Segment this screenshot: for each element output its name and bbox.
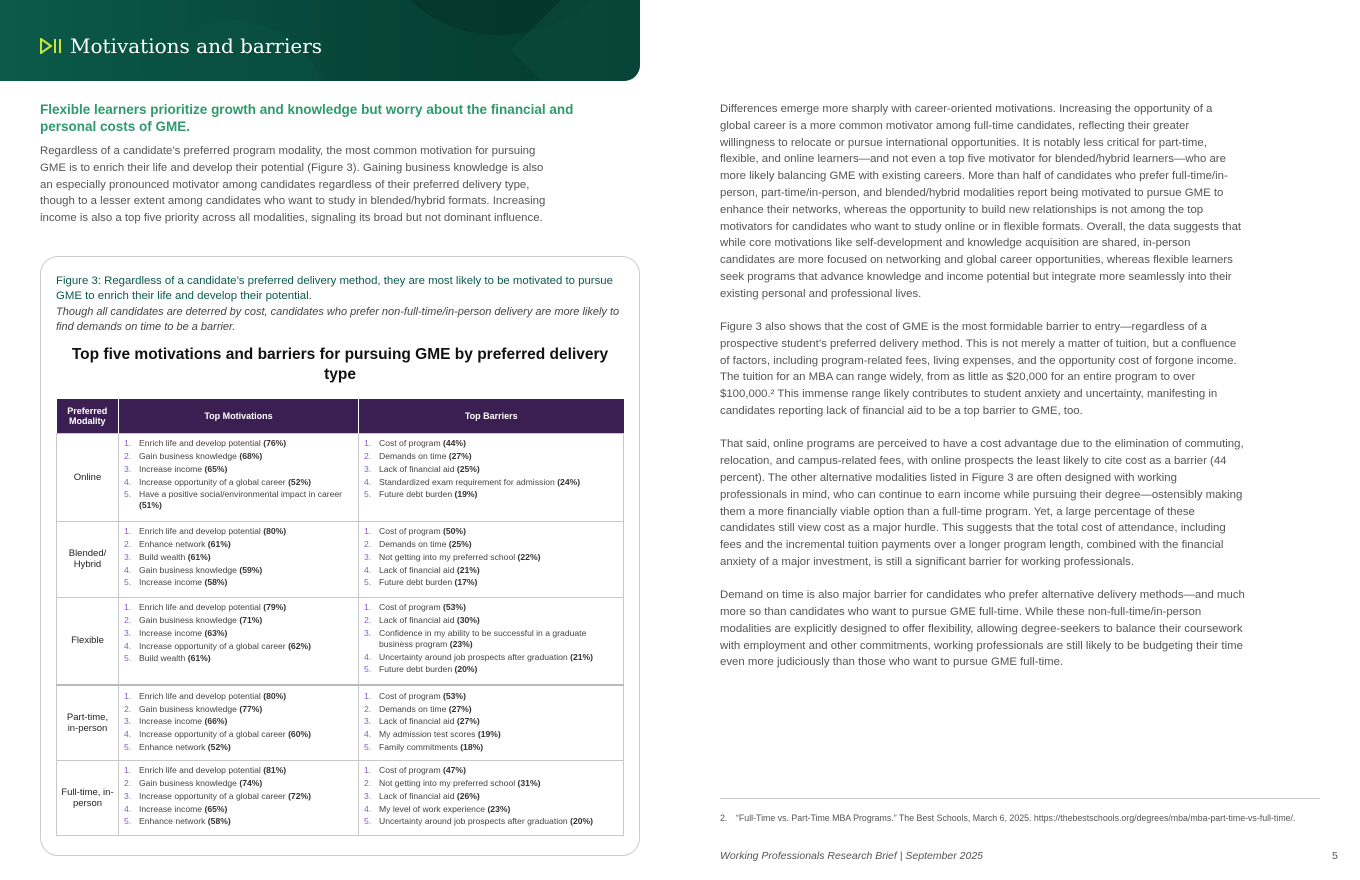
list-item bbox=[363, 716, 619, 727]
list-item bbox=[123, 729, 354, 740]
list-item bbox=[123, 526, 354, 537]
item-percent: (53%) bbox=[443, 690, 466, 701]
list-item bbox=[363, 464, 619, 475]
item-body bbox=[139, 778, 262, 789]
item-body bbox=[139, 577, 227, 588]
motivations-cell bbox=[119, 521, 359, 597]
item-text: Cost of program bbox=[379, 602, 441, 613]
item-body bbox=[379, 704, 472, 715]
item-body bbox=[139, 615, 262, 626]
body-paragraph: Figure 3 also shows that the cost of GME is the most formidable barrier to entry—regardless of a prospective student’s preferred delivery method. This is not merely a matter of tuition, but a confluence of factors, including program-related fees, living expenses, and the opportunity cost of forgone income. The tuition for an MBA can range widely, from as little as $20,000 for an entire program to over $100,000.² This immense range likely contributes to student anxiety and uncertainty, manifesting in candidates reporting lack of financial aid to be a top barrier to GME, too. bbox=[720, 321, 1237, 418]
item-percent: (81%) bbox=[263, 765, 287, 776]
list-item bbox=[363, 602, 619, 613]
item-number: 5. bbox=[364, 816, 372, 827]
item-percent: (58%) bbox=[204, 577, 228, 588]
item-number: 2. bbox=[364, 615, 372, 626]
item-percent: (51%) bbox=[139, 500, 162, 511]
item-number: 1. bbox=[364, 602, 372, 613]
list-item bbox=[123, 716, 354, 727]
item-text: Future debt burden bbox=[379, 489, 453, 500]
item-body bbox=[139, 765, 286, 776]
item-text: Increase opportunity of a global career bbox=[139, 476, 286, 487]
section-title bbox=[40, 34, 322, 58]
item-body bbox=[379, 565, 480, 576]
item-body bbox=[379, 778, 540, 789]
barriers-cell bbox=[359, 760, 624, 835]
item-number: 2. bbox=[124, 703, 132, 714]
item-text: Lack of financial aid bbox=[379, 463, 455, 474]
barriers-cell bbox=[359, 597, 624, 685]
item-number: 5. bbox=[124, 577, 132, 588]
item-number: 4. bbox=[124, 476, 132, 487]
list-item bbox=[363, 526, 619, 537]
item-percent: (27%) bbox=[448, 451, 472, 462]
list-item bbox=[363, 652, 619, 663]
table-title: Top five motivations and barriers for pursuing GME by preferred delivery type bbox=[71, 346, 609, 383]
list-item bbox=[123, 742, 354, 753]
item-percent: (27%) bbox=[456, 716, 480, 727]
item-body bbox=[139, 477, 311, 488]
list-item bbox=[123, 778, 354, 789]
item-percent: (27%) bbox=[448, 703, 472, 714]
item-percent: (20%) bbox=[454, 664, 478, 675]
list-item bbox=[363, 729, 619, 740]
list-item bbox=[123, 477, 354, 488]
item-percent: (79%) bbox=[263, 602, 287, 613]
footnote-divider bbox=[720, 798, 1320, 799]
item-text: Confidence in my ability to be successful in a graduate business program bbox=[379, 627, 587, 649]
item-percent: (76%) bbox=[263, 438, 287, 449]
list-item bbox=[123, 489, 354, 511]
item-text: Cost of program bbox=[379, 438, 441, 449]
item-body bbox=[379, 729, 501, 740]
item-percent: (23%) bbox=[449, 638, 473, 649]
item-number: 3. bbox=[124, 551, 132, 562]
item-body bbox=[379, 615, 480, 626]
item-number: 1. bbox=[364, 690, 372, 701]
item-number: 4. bbox=[364, 803, 372, 814]
list-item bbox=[123, 438, 354, 449]
item-number: 4. bbox=[124, 803, 132, 814]
list-item bbox=[363, 742, 619, 753]
item-number: 1. bbox=[124, 690, 132, 701]
item-text: Increase opportunity of a global career bbox=[139, 640, 286, 651]
item-percent: (59%) bbox=[239, 564, 263, 575]
item-text: Demands on time bbox=[379, 703, 447, 714]
item-text: My admission test scores bbox=[379, 729, 476, 740]
item-body bbox=[139, 526, 286, 537]
item-percent: (61%) bbox=[187, 551, 211, 562]
item-number: 2. bbox=[364, 778, 372, 789]
item-body bbox=[139, 653, 211, 664]
item-body bbox=[139, 438, 286, 449]
item-number: 4. bbox=[124, 640, 132, 651]
item-percent: (23%) bbox=[487, 803, 511, 814]
item-body bbox=[379, 742, 483, 753]
item-text: Increase income bbox=[139, 463, 203, 474]
column-header: Top Motivations bbox=[119, 399, 359, 433]
item-text: Enrich life and develop potential bbox=[139, 526, 261, 537]
item-percent: (66%) bbox=[204, 716, 228, 727]
list-item bbox=[363, 552, 619, 563]
item-number: 5. bbox=[364, 741, 372, 752]
list-item bbox=[123, 641, 354, 652]
item-body bbox=[379, 602, 466, 613]
item-body bbox=[139, 628, 227, 639]
item-text: Cost of program bbox=[379, 526, 441, 537]
motivations-cell bbox=[119, 597, 359, 685]
item-text: Enrich life and develop potential bbox=[139, 765, 261, 776]
item-body bbox=[379, 652, 593, 663]
list-item bbox=[363, 615, 619, 626]
item-percent: (21%) bbox=[456, 564, 480, 575]
list-item bbox=[363, 489, 619, 500]
item-text: Build wealth bbox=[139, 551, 186, 562]
list-item bbox=[363, 691, 619, 702]
item-text: Enhance network bbox=[139, 741, 206, 752]
item-number: 1. bbox=[124, 438, 132, 449]
item-percent: (77%) bbox=[239, 703, 263, 714]
list-item bbox=[363, 704, 619, 715]
item-number: 5. bbox=[124, 816, 132, 827]
item-number: 2. bbox=[124, 539, 132, 550]
item-percent: (72%) bbox=[288, 790, 311, 801]
item-number: 5. bbox=[124, 653, 132, 664]
motivations-barriers-table bbox=[56, 399, 624, 836]
item-body bbox=[139, 729, 311, 740]
item-text: Enrich life and develop potential bbox=[139, 602, 261, 613]
item-text: Demands on time bbox=[379, 451, 447, 462]
list-item bbox=[363, 765, 619, 776]
item-text: Future debt burden bbox=[379, 577, 453, 588]
item-number: 1. bbox=[364, 526, 372, 537]
item-percent: (62%) bbox=[288, 640, 311, 651]
section-title-text: Motivations and barriers bbox=[70, 34, 323, 58]
item-number: 4. bbox=[364, 564, 372, 575]
item-number: 2. bbox=[124, 615, 132, 626]
table-row bbox=[57, 521, 624, 597]
item-number: 3. bbox=[364, 463, 372, 474]
item-body bbox=[379, 489, 477, 500]
item-number: 2. bbox=[364, 539, 372, 550]
list-item bbox=[123, 602, 354, 613]
item-percent: (31%) bbox=[517, 778, 541, 789]
item-body bbox=[139, 565, 262, 576]
item-text: Have a positive social/environmental impact in career bbox=[139, 489, 343, 500]
item-percent: (47%) bbox=[443, 765, 466, 776]
list-item bbox=[363, 778, 619, 789]
body-paragraph: Differences emerge more sharply with career-oriented motivations. Increasing the opportunity of a global career is a more common motivator among full-time candidates, reflecting their greater willingness to relocate or pursue international opportunities. It is notably less critical for part-time, flexible, and online learners—and not even a top five motivator for blended/hybrid learners—who are more likely balancing GME with existing careers. More than half of candidates who prefer full-time/in-person, part-time/in-person, and blended/hybrid modalities report being motivated to pursue GME to enhance their networks, whereas the opportunity to build new relationships is not among the top motivators for candidates who want to study online or in flexible formats. Overall, the data suggests that while core motivations like self-development and knowledge acquisition are shared, in-person candidates are more focused on networking and global career opportunities, whereas flexible learners seek programs that advance knowledge and income potential but integrate more seamlessly into their existing personal and professional lives. bbox=[720, 103, 1242, 300]
item-text: Increase opportunity of a global career bbox=[139, 790, 286, 801]
list-item bbox=[123, 804, 354, 815]
item-percent: (19%) bbox=[454, 489, 478, 500]
item-percent: (17%) bbox=[454, 577, 478, 588]
list-item bbox=[123, 628, 354, 639]
item-percent: (74%) bbox=[239, 778, 263, 789]
item-percent: (60%) bbox=[288, 729, 311, 740]
item-percent: (44%) bbox=[443, 438, 466, 449]
item-body bbox=[379, 526, 466, 537]
item-percent: (25%) bbox=[448, 539, 472, 550]
list-item bbox=[363, 816, 619, 827]
item-number: 3. bbox=[364, 790, 372, 801]
item-percent: (65%) bbox=[204, 463, 228, 474]
item-body bbox=[379, 539, 472, 550]
item-body bbox=[139, 791, 311, 802]
list-item bbox=[123, 552, 354, 563]
item-percent: (50%) bbox=[443, 526, 466, 537]
item-percent: (21%) bbox=[570, 651, 594, 662]
column-header: Preferred Modality bbox=[57, 399, 119, 433]
modality-cell: Flexible bbox=[57, 597, 119, 685]
item-text: Family commitments bbox=[379, 741, 458, 752]
item-percent: (71%) bbox=[239, 615, 263, 626]
item-percent: (20%) bbox=[570, 816, 594, 827]
item-text: Enhance network bbox=[139, 539, 206, 550]
item-text: Cost of program bbox=[379, 690, 441, 701]
list-item bbox=[123, 539, 354, 550]
item-text: Lack of financial aid bbox=[379, 564, 455, 575]
item-text: Cost of program bbox=[379, 765, 441, 776]
item-percent: (58%) bbox=[207, 816, 231, 827]
lead-heading: Flexible learners prioritize growth and knowledge but worry about the financial and personal costs of GME. bbox=[40, 102, 574, 134]
item-percent: (65%) bbox=[204, 803, 228, 814]
list-item bbox=[123, 464, 354, 475]
item-body bbox=[139, 816, 231, 827]
body-paragraph: That said, online programs are perceived to have a cost advantage due to the elimination of commuting, relocation, and campus-related fees, with online prospects the least likely to cite cost as a barrier (44 percent). The other alternative modalities listed in Figure 3 are often designed with working professionals in mind, who can continue to earn income while pursuing their degree—ostensibly making them a more financially viable option than a full-time program. Yet, a large percentage of these candidates still view cost as a major hurdle. This suggests that the total cost of attendance, including fees and the incremental tuition payments over a longer program length, combined with the financial anxiety of a major investment, is still a significant barrier for working professionals. bbox=[720, 438, 1244, 568]
item-body bbox=[379, 451, 472, 462]
figure-caption: Figure 3: Regardless of a candidate’s preferred delivery method, they are most likely to be motivated to pursue GME to enrich their life and develop their potential. bbox=[56, 275, 613, 302]
item-number: 2. bbox=[364, 451, 372, 462]
item-number: 3. bbox=[364, 716, 372, 727]
item-text: Increase income bbox=[139, 803, 203, 814]
item-number: 5. bbox=[124, 489, 132, 500]
page-number: 5 bbox=[1332, 850, 1338, 862]
item-text: Increase income bbox=[139, 577, 203, 588]
item-percent: (61%) bbox=[187, 653, 211, 664]
footnote-number: 2. bbox=[720, 813, 728, 823]
item-text: Gain business knowledge bbox=[139, 778, 237, 789]
item-number: 1. bbox=[364, 765, 372, 776]
list-item bbox=[123, 816, 354, 827]
item-number: 3. bbox=[364, 551, 372, 562]
list-item bbox=[363, 565, 619, 576]
item-text: Gain business knowledge bbox=[139, 615, 237, 626]
item-body bbox=[139, 691, 286, 702]
motivations-cell bbox=[119, 685, 359, 760]
barriers-cell bbox=[359, 433, 624, 521]
item-text: Lack of financial aid bbox=[379, 716, 455, 727]
item-body bbox=[379, 464, 480, 475]
item-body bbox=[379, 716, 480, 727]
list-item bbox=[123, 765, 354, 776]
item-number: 3. bbox=[364, 627, 372, 638]
item-body bbox=[379, 664, 477, 675]
footnote bbox=[720, 813, 1315, 825]
item-number: 3. bbox=[124, 463, 132, 474]
list-item bbox=[363, 791, 619, 802]
barriers-cell bbox=[359, 685, 624, 760]
item-percent: (53%) bbox=[443, 602, 466, 613]
item-percent: (25%) bbox=[456, 463, 480, 474]
item-percent: (52%) bbox=[288, 476, 311, 487]
item-number: 4. bbox=[124, 729, 132, 740]
item-body bbox=[139, 451, 262, 462]
item-text: Gain business knowledge bbox=[139, 451, 237, 462]
item-text: Uncertainty around job prospects after graduation bbox=[379, 651, 568, 662]
column-header: Top Barriers bbox=[359, 399, 624, 433]
item-number: 3. bbox=[124, 790, 132, 801]
list-item bbox=[123, 451, 354, 462]
item-text: Gain business knowledge bbox=[139, 564, 237, 575]
list-item bbox=[123, 653, 354, 664]
item-number: 1. bbox=[124, 602, 132, 613]
item-number: 4. bbox=[124, 564, 132, 575]
modality-cell: Full-time, in-person bbox=[57, 760, 119, 835]
item-body bbox=[379, 577, 477, 588]
list-item bbox=[363, 804, 619, 815]
list-item bbox=[123, 565, 354, 576]
list-item bbox=[363, 539, 619, 550]
item-text: Demands on time bbox=[379, 539, 447, 550]
item-body bbox=[139, 804, 227, 815]
item-number: 3. bbox=[124, 627, 132, 638]
item-body bbox=[379, 552, 540, 563]
list-item bbox=[363, 664, 619, 675]
motivations-cell bbox=[119, 433, 359, 521]
list-item bbox=[363, 628, 619, 650]
item-body bbox=[379, 438, 466, 449]
item-text: Increase income bbox=[139, 627, 203, 638]
item-number: 2. bbox=[124, 451, 132, 462]
item-percent: (18%) bbox=[460, 741, 484, 752]
item-number: 1. bbox=[124, 526, 132, 537]
play-pause-logo-icon bbox=[40, 38, 62, 54]
item-text: Future debt burden bbox=[379, 664, 453, 675]
body-paragraph: Demand on time is also major barrier for candidates who prefer alternative delivery methods—and much more so than candidates who want to pursue GME full-time. While these non-full-time/in-person modalities are explicitly designed to offer flexibility, allowing degree-seekers to balance their coursework with employment and other commitments, working professionals are still likely to be budgeting their time even more judiciously than those who want to pursue GME full-time. bbox=[720, 589, 1245, 669]
item-text: Enhance network bbox=[139, 816, 206, 827]
item-text: Not getting into my preferred school bbox=[379, 778, 516, 789]
footnote-text: “Full-Time vs. Part-Time MBA Programs.” The Best Schools, March 6, 2025. https://thebestschools.org/degrees/mba/mba-part-time-vs-full-time/. bbox=[736, 813, 1296, 823]
item-body bbox=[379, 628, 619, 650]
item-body bbox=[139, 464, 227, 475]
list-item bbox=[363, 451, 619, 462]
item-body bbox=[379, 791, 480, 802]
item-body bbox=[139, 552, 211, 563]
list-item bbox=[123, 615, 354, 626]
item-number: 4. bbox=[364, 729, 372, 740]
list-item bbox=[363, 577, 619, 588]
item-number: 5. bbox=[124, 741, 132, 752]
item-body bbox=[139, 641, 311, 652]
item-percent: (24%) bbox=[557, 476, 581, 487]
item-text: Lack of financial aid bbox=[379, 790, 455, 801]
item-percent: (30%) bbox=[456, 615, 480, 626]
item-body bbox=[379, 804, 510, 815]
item-text: Gain business knowledge bbox=[139, 703, 237, 714]
barriers-cell bbox=[359, 521, 624, 597]
item-text: Enrich life and develop potential bbox=[139, 438, 261, 449]
item-body bbox=[379, 765, 466, 776]
intro-paragraph: Regardless of a candidate’s preferred program modality, the most common motivation for pursuing GME is to enrich their life and develop their potential (Figure 3). Gaining business knowledge is also an especially pronounced motivator among candidates regardless of their preferred delivery type, though to a lesser extent among candidates who want to study in blended/hybrid formats. Increasing income is also a top five priority across all modalities, signaling its broad but not dominant influence. bbox=[40, 145, 546, 225]
item-text: Lack of financial aid bbox=[379, 615, 455, 626]
item-percent: (80%) bbox=[263, 526, 287, 537]
motivations-cell bbox=[119, 760, 359, 835]
list-item bbox=[363, 438, 619, 449]
item-body bbox=[379, 477, 580, 488]
list-item bbox=[123, 704, 354, 715]
item-percent: (19%) bbox=[477, 729, 501, 740]
item-percent: (26%) bbox=[456, 790, 480, 801]
item-number: 5. bbox=[364, 664, 372, 675]
figure-subcaption: Though all candidates are deterred by cost, candidates who prefer non-full-time/in-person delivery are more likely to find demands on time to be a barrier. bbox=[56, 306, 620, 333]
list-item bbox=[123, 691, 354, 702]
item-number: 2. bbox=[124, 778, 132, 789]
list-item bbox=[123, 577, 354, 588]
item-text: Uncertainty around job prospects after graduation bbox=[379, 816, 568, 827]
item-number: 1. bbox=[124, 765, 132, 776]
table-row bbox=[57, 685, 624, 760]
item-percent: (52%) bbox=[207, 741, 231, 752]
item-text: Not getting into my preferred school bbox=[379, 551, 516, 562]
item-text: Build wealth bbox=[139, 653, 186, 664]
item-percent: (80%) bbox=[263, 690, 287, 701]
table-row bbox=[57, 597, 624, 685]
item-percent: (63%) bbox=[204, 627, 228, 638]
item-text: Standardized exam requirement for admission bbox=[379, 476, 555, 487]
item-body bbox=[139, 602, 286, 613]
item-number: 5. bbox=[364, 577, 372, 588]
item-text: My level of work experience bbox=[379, 803, 486, 814]
footer-text: Working Professionals Research Brief | September 2025 bbox=[720, 850, 984, 862]
modality-cell: Online bbox=[57, 433, 119, 521]
item-body bbox=[379, 816, 593, 827]
item-number: 5. bbox=[364, 489, 372, 500]
item-number: 4. bbox=[364, 651, 372, 662]
table-row bbox=[57, 760, 624, 835]
item-text: Increase income bbox=[139, 716, 203, 727]
item-percent: (61%) bbox=[207, 539, 231, 550]
item-text: Increase opportunity of a global career bbox=[139, 729, 286, 740]
modality-cell: Blended/ Hybrid bbox=[57, 521, 119, 597]
item-body bbox=[139, 489, 354, 511]
item-number: 2. bbox=[364, 703, 372, 714]
right-column bbox=[720, 101, 1245, 688]
item-number: 4. bbox=[364, 476, 372, 487]
item-body bbox=[379, 691, 466, 702]
list-item bbox=[123, 791, 354, 802]
item-text: Enrich life and develop potential bbox=[139, 690, 261, 701]
item-body bbox=[139, 539, 231, 550]
item-body bbox=[139, 742, 231, 753]
table-row bbox=[57, 433, 624, 521]
list-item bbox=[363, 477, 619, 488]
item-body bbox=[139, 716, 227, 727]
item-body bbox=[139, 704, 262, 715]
item-number: 3. bbox=[124, 716, 132, 727]
item-percent: (68%) bbox=[239, 451, 263, 462]
item-percent: (22%) bbox=[517, 551, 541, 562]
modality-cell: Part-time, in-person bbox=[57, 685, 119, 760]
item-number: 1. bbox=[364, 438, 372, 449]
